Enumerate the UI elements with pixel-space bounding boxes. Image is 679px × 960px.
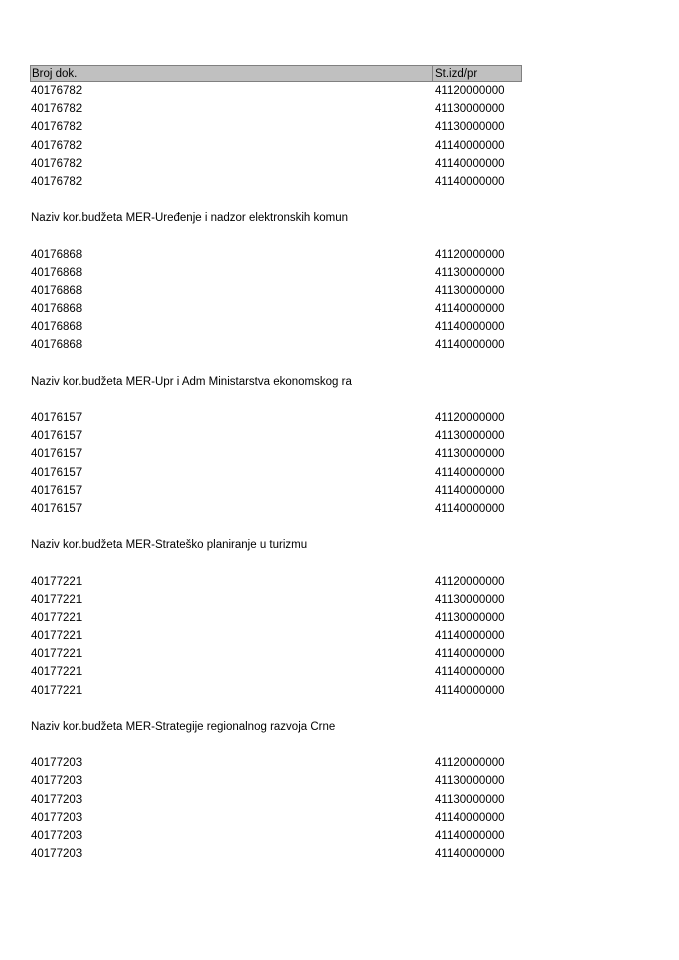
cell-st-izd-pr: 41140000000 (435, 303, 505, 316)
cell-st-izd-pr: 41140000000 (435, 666, 505, 679)
cell-broj-dok: 40176868 (31, 266, 83, 279)
cell-st-izd-pr: 41140000000 (435, 139, 505, 152)
blank-row (30, 391, 522, 409)
cell-st-izd-pr: 41130000000 (435, 103, 505, 116)
cell-st-izd-pr: 41130000000 (435, 284, 505, 297)
cell-st-izd-pr: 41140000000 (435, 829, 505, 842)
cell-st-izd-pr: 41120000000 (435, 757, 505, 770)
cell-st-izd-pr: 41120000000 (435, 85, 505, 97)
table-body (30, 82, 522, 863)
table-row (30, 409, 522, 427)
table-row (30, 336, 522, 354)
cell-broj-dok: 40177221 (31, 648, 83, 661)
section-title: Naziv kor.budžeta MER-Upr i Adm Ministarstva ekonomskog ra (31, 375, 352, 388)
cell-st-izd-pr: 41140000000 (435, 466, 505, 479)
cell-broj-dok: 40176782 (31, 103, 83, 116)
cell-st-izd-pr: 41120000000 (435, 412, 505, 424)
cell-broj-dok: 40176868 (31, 303, 83, 316)
cell-broj-dok: 40176782 (31, 175, 83, 188)
cell-st-izd-pr: 41130000000 (435, 611, 505, 624)
cell-broj-dok: 40177221 (31, 593, 83, 606)
cell-broj-dok: 40176782 (31, 139, 83, 152)
blank-row (30, 227, 522, 245)
cell-broj-dok: 40176157 (31, 466, 83, 479)
table-row (30, 318, 522, 336)
cell-broj-dok: 40176868 (31, 284, 83, 297)
cell-st-izd-pr: 41140000000 (435, 684, 505, 697)
table-row (30, 500, 522, 518)
table-row (30, 609, 522, 627)
table-row (30, 464, 522, 482)
cell-broj-dok: 40176868 (31, 339, 83, 352)
table-row (30, 754, 522, 772)
cell-broj-dok: 40176157 (31, 412, 83, 424)
cell-broj-dok: 40177203 (31, 775, 83, 788)
table-row (30, 264, 522, 282)
section-title: Naziv kor.budžeta MER-Strategije regionalnog razvoja Crne (31, 720, 336, 733)
cell-broj-dok: 40176157 (31, 430, 83, 443)
table-row (30, 791, 522, 809)
cell-broj-dok: 40176782 (31, 121, 83, 134)
section-title: Naziv kor.budžeta MER-Strateško planiranje u turizmu (31, 539, 308, 552)
table-row (30, 809, 522, 827)
cell-st-izd-pr: 41140000000 (435, 484, 505, 497)
table-row (30, 427, 522, 445)
cell-st-izd-pr: 41140000000 (435, 175, 505, 188)
cell-st-izd-pr: 41120000000 (435, 248, 505, 261)
table-row (30, 573, 522, 591)
blank-row (30, 554, 522, 572)
table-row (30, 682, 522, 700)
cell-st-izd-pr: 41130000000 (435, 430, 505, 443)
table-row (30, 300, 522, 318)
cell-broj-dok: 40177221 (31, 611, 83, 624)
table-row (30, 282, 522, 300)
header-st-izd-pr: St.izd/pr (435, 68, 478, 80)
table-row (30, 173, 522, 191)
cell-broj-dok: 40176782 (31, 157, 83, 170)
cell-broj-dok: 40177203 (31, 757, 83, 770)
section-title: Naziv kor.budžeta MER-Uređenje i nadzor elektronskih komun (31, 212, 349, 225)
table-row (30, 591, 522, 609)
cell-st-izd-pr: 41140000000 (435, 848, 505, 861)
cell-broj-dok: 40177203 (31, 848, 83, 861)
header-broj-dok: Broj dok. (31, 66, 433, 81)
cell-broj-dok: 40176868 (31, 321, 83, 334)
cell-st-izd-pr: 41140000000 (435, 811, 505, 824)
table-header (30, 65, 522, 82)
cell-broj-dok: 40177203 (31, 793, 83, 806)
table-row (30, 445, 522, 463)
cell-st-izd-pr: 41130000000 (435, 793, 505, 806)
table-row (30, 118, 522, 136)
cell-broj-dok: 40176157 (31, 484, 83, 497)
cell-st-izd-pr: 41140000000 (435, 502, 505, 515)
cell-st-izd-pr: 41140000000 (435, 321, 505, 334)
cell-broj-dok: 40177203 (31, 811, 83, 824)
table-row (30, 100, 522, 118)
cell-st-izd-pr: 41130000000 (435, 775, 505, 788)
blank-row (30, 736, 522, 754)
table-row (30, 627, 522, 645)
cell-st-izd-pr: 41140000000 (435, 157, 505, 170)
cell-st-izd-pr: 41140000000 (435, 339, 505, 352)
table-row (30, 137, 522, 155)
cell-st-izd-pr: 41140000000 (435, 630, 505, 643)
table-row (30, 663, 522, 681)
cell-broj-dok: 40177203 (31, 829, 83, 842)
cell-st-izd-pr: 41130000000 (435, 266, 505, 279)
cell-broj-dok: 40176782 (31, 85, 83, 97)
table-row (30, 645, 522, 663)
cell-broj-dok: 40176157 (31, 502, 83, 515)
table-row (30, 827, 522, 845)
cell-broj-dok: 40176157 (31, 448, 83, 461)
cell-st-izd-pr: 41120000000 (435, 575, 505, 588)
table-row (30, 82, 522, 100)
cell-broj-dok: 40177221 (31, 575, 83, 588)
cell-st-izd-pr: 41130000000 (435, 448, 505, 461)
table-row (30, 155, 522, 173)
cell-st-izd-pr: 41140000000 (435, 648, 505, 661)
table-row (30, 246, 522, 264)
cell-broj-dok: 40176868 (31, 248, 83, 261)
cell-broj-dok: 40177221 (31, 630, 83, 643)
cell-broj-dok: 40177221 (31, 666, 83, 679)
cell-st-izd-pr: 41130000000 (435, 121, 505, 134)
table-row (30, 772, 522, 790)
spreadsheet (30, 65, 522, 863)
cell-broj-dok: 40177221 (31, 684, 83, 697)
table-row (30, 482, 522, 500)
table-row (30, 845, 522, 863)
cell-st-izd-pr: 41130000000 (435, 593, 505, 606)
